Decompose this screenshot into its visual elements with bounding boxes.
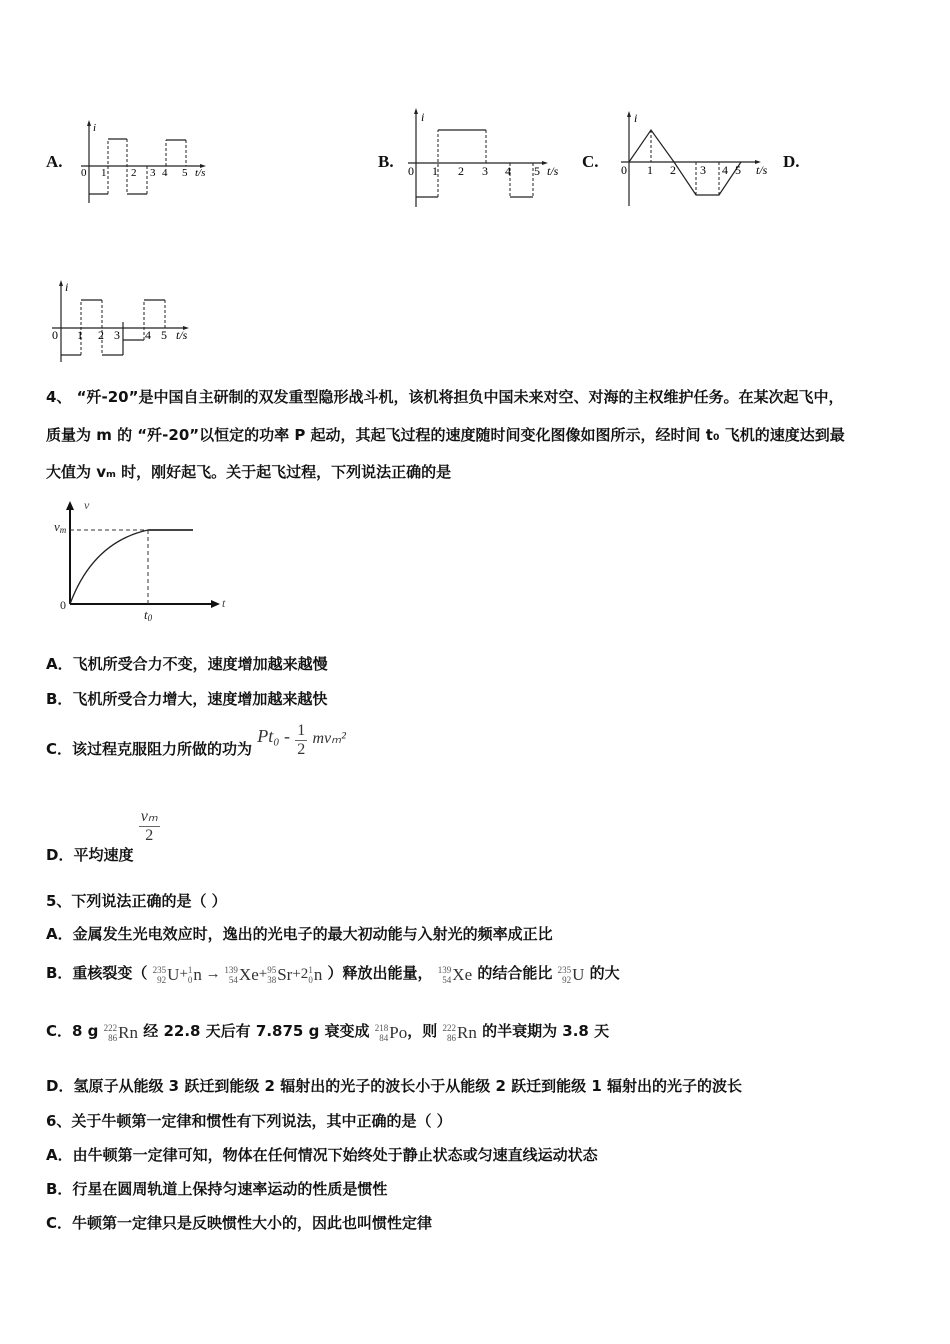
formula-mv2: mvₘ² [312,730,346,747]
svg-text:t: t [222,596,226,610]
svg-text:i: i [93,122,97,134]
question-4-option-c [46,722,346,767]
option-c-text: C．该过程克服阻力所做的功为 [46,740,253,758]
graph-option-c [618,108,778,208]
question-5-option-a: A．金属发生光电效应时，逸出的光电子的最大初动能与入射光的频率成正比 [46,925,553,943]
svg-text:5: 5 [161,328,167,342]
question-5-stem: 5、下列说法正确的是（ ） [46,892,227,910]
question-6-option-c: C．牛顿第一定律只是反映惯性大小的，因此也叫惯性定律 [46,1214,433,1232]
svg-text:2: 2 [458,164,464,178]
svg-text:t/s: t/s [176,328,188,342]
svg-text:3: 3 [114,328,120,342]
svg-text:i: i [421,110,425,124]
velocity-time-graph [48,497,233,622]
graph-option-a [78,118,218,208]
svg-text:2: 2 [98,328,104,342]
svg-text:vm: vm [54,519,67,535]
svg-text:0: 0 [408,164,414,178]
fraction-half: $\frac{1}{2}$ [297,722,306,758]
fraction-vm-over-2: $\frac{\text{vₘ}}{2}$ [140,808,158,844]
svg-text:i: i [65,280,69,294]
question-6-option-a: A．由牛顿第一定律可知，物体在任何情况下始终处于静止状态或匀速直线运动状态 [46,1146,598,1164]
svg-text:4: 4 [505,164,511,178]
question-6-stem: 6、关于牛顿第一定律和惯性有下列说法，其中正确的是（ ） [46,1112,452,1130]
option-b-label: B. [378,152,394,171]
svg-text:t0: t0 [144,607,153,622]
option-c-label: C. [582,152,599,171]
svg-text:4: 4 [145,328,151,342]
graph-option-b [405,105,565,210]
svg-text:3: 3 [150,167,156,179]
svg-text:1: 1 [432,164,438,178]
svg-text:4: 4 [162,167,168,179]
svg-text:t/s: t/s [547,164,559,178]
question-4-option-b: B．飞机所受合力增大，速度增加越来越快 [46,690,328,708]
svg-text:1: 1 [101,167,107,179]
svg-text:5: 5 [182,167,188,179]
svg-text:v: v [84,498,90,512]
svg-text:1: 1 [647,163,653,177]
svg-text:0: 0 [621,163,627,177]
question-4-line-1: 4、 “歼-20”是中国自主研制的双发重型隐形战斗机，该机将担负中国未来对空、对海的主权维护任务。在某次起飞中， [46,388,844,406]
option-d-label: D. [783,152,800,171]
svg-text:2: 2 [670,163,676,177]
question-4-line-3: 大值为 vₘ 时，刚好起飞。关于起飞过程，下列说法正确的是 [46,463,452,481]
formula-pt0: Pt₀ - [257,726,290,746]
question-4-line-2: 质量为 m 的 “歼-20”以恒定的功率 P 起动，其起飞过程的速度随时间变化图像如图所示，经时间 t₀ 飞机的速度达到最 [46,426,845,444]
option-d-text: D．平均速度 [46,846,134,864]
svg-text:0: 0 [60,598,66,612]
graph-option-d [48,278,198,363]
svg-text:t/s: t/s [195,167,206,179]
svg-text:0: 0 [52,328,58,342]
svg-text:3: 3 [482,164,488,178]
svg-text:1: 1 [77,328,83,342]
question-5-option-b: B．重核裂变（ 235 92U+1 0n → 139 54Xe+95 38Sr+21 0n ）释放出能量， 139 54Xe 的结合能比 235 92U 的大 [46,964,620,985]
svg-text:t/s: t/s [756,163,768,177]
question-5-option-c: C．8 g 222 86Rn 经 22.8 天后有 7.875 g 衰变成 218 84Po，则 222 86Rn 的半衰期为 3.8 天 [46,1022,610,1043]
svg-text:5: 5 [534,164,540,178]
svg-text:5: 5 [735,163,741,177]
svg-text:0: 0 [81,167,87,179]
svg-text:4: 4 [722,163,728,177]
option-a-label: A. [46,152,63,171]
question-6-option-b: B．行星在圆周轨道上保持匀速率运动的性质是惯性 [46,1180,388,1198]
question-4-option-a: A．飞机所受合力不变，速度增加越来越慢 [46,655,328,673]
question-4-option-d [46,808,160,864]
question-5-option-d: D．氢原子从能级 3 跃迁到能级 2 辐射出的光子的波长小于从能级 2 跃迁到能级 1 辐射出的光子的波长 [46,1077,742,1095]
svg-text:2: 2 [131,167,137,179]
svg-text:i: i [634,111,638,125]
svg-text:3: 3 [700,163,706,177]
